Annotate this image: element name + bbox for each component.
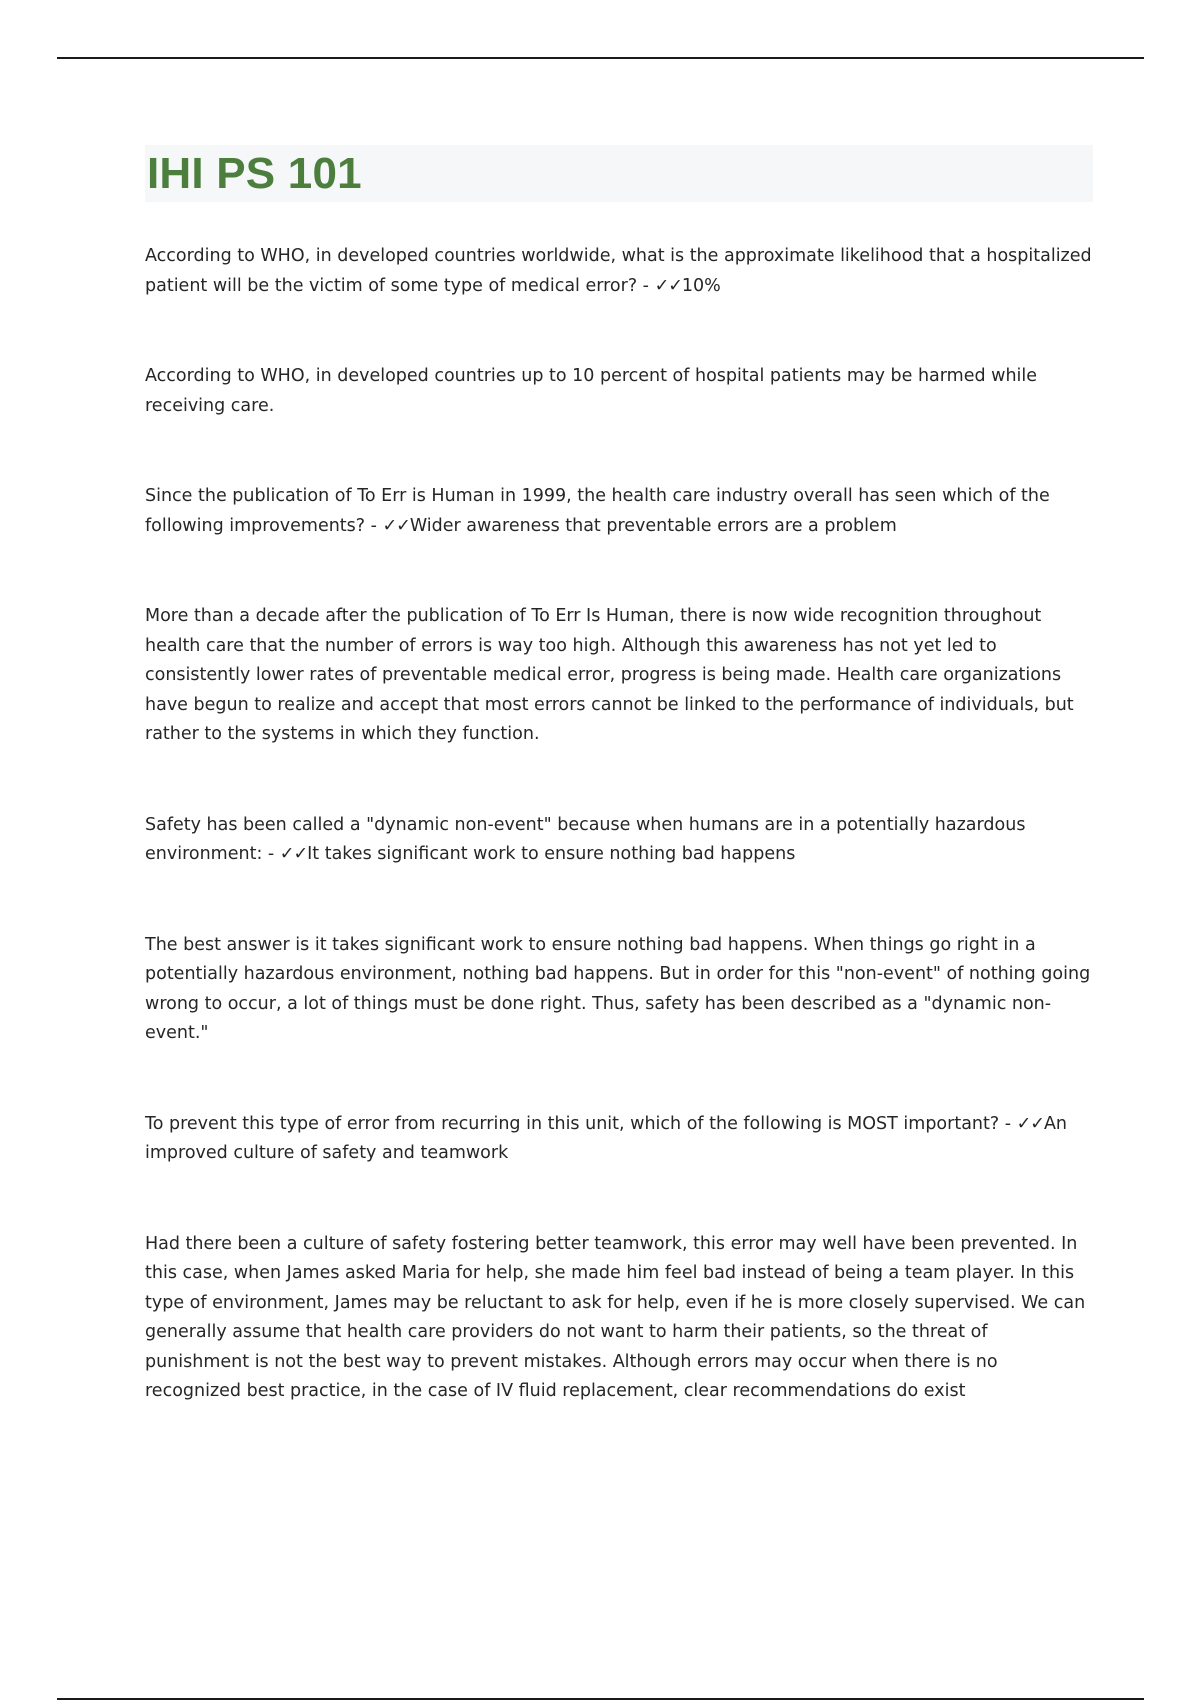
check-mark-icon: ✓✓ bbox=[382, 515, 410, 536]
top-rule bbox=[57, 57, 1144, 59]
document-title: IHI PS 101 bbox=[147, 148, 362, 198]
answer-2: Wider awareness that preventable errors are a problem bbox=[409, 515, 897, 536]
check-mark-icon: ✓✓ bbox=[654, 275, 682, 296]
question-1-text: According to WHO, in developed countries worldwide, what is the approximate likelihood that a hospitalized patient will be the victim of some type of medical error? - bbox=[145, 246, 1092, 296]
check-mark-icon: ✓✓ bbox=[1016, 1113, 1044, 1134]
explanation-2: More than a decade after the publication of To Err Is Human, there is now wide recognition throughout health care that the number of errors is way too high. Although this awareness has not yet led to consistently lower rates of preventable medical error, progress is being made. Health care organizations have begun to realize and accept that most errors cannot be linked to the performance of individuals, but rather to the systems in which they function. bbox=[145, 606, 1074, 744]
explanation-1: According to WHO, in developed countries up to 10 percent of hospital patients may be harmed while receiving care. bbox=[145, 366, 1038, 416]
answer-4: An improved culture of safety and teamwork bbox=[145, 1113, 1068, 1163]
explanation-3: The best answer is it takes significant work to ensure nothing bad happens. When things go right in a potentially hazardous environment, nothing bad happens. But in order for this "non-event" of nothing going wrong to occur, a lot of things must be done right. Thus, safety has been described as a "dynamic non-event." bbox=[145, 934, 1091, 1043]
question-3-text: Safety has been called a "dynamic non-event" because when humans are in a potentially hazardous environment: - bbox=[145, 814, 1026, 864]
question-2 bbox=[145, 482, 1093, 541]
question-4-text: To prevent this type of error from recurring in this unit, which of the following is MOST important? - bbox=[145, 1113, 1017, 1134]
title-band bbox=[145, 145, 1093, 202]
question-2-text: Since the publication of To Err is Human in 1999, the health care industry overall has seen which of the following improvements? - bbox=[145, 486, 1050, 536]
answer-1: 10% bbox=[681, 275, 721, 296]
check-mark-icon: ✓✓ bbox=[279, 844, 308, 864]
question-1 bbox=[145, 242, 1093, 301]
document-body bbox=[145, 145, 1093, 1407]
explanation-4: Had there been a culture of safety fostering better teamwork, this error may well have been prevented. In this case, when James asked Maria for help, she made him feel bad instead of being a team player. In this type of environment, James may be reluctant to ask for help, even if he is more closely supervised. We can generally assume that health care providers do not want to harm their patients, so the threat of punishment is not the best way to prevent mistakes. Although errors may occur when there is no recognized best practice, in the case of IV fluid replacement, clear recommendations do exist bbox=[145, 1233, 1086, 1401]
question-3 bbox=[145, 811, 1093, 870]
answer-3: It takes significant work to ensure nothing bad happens bbox=[307, 844, 796, 864]
question-4 bbox=[145, 1110, 1093, 1169]
